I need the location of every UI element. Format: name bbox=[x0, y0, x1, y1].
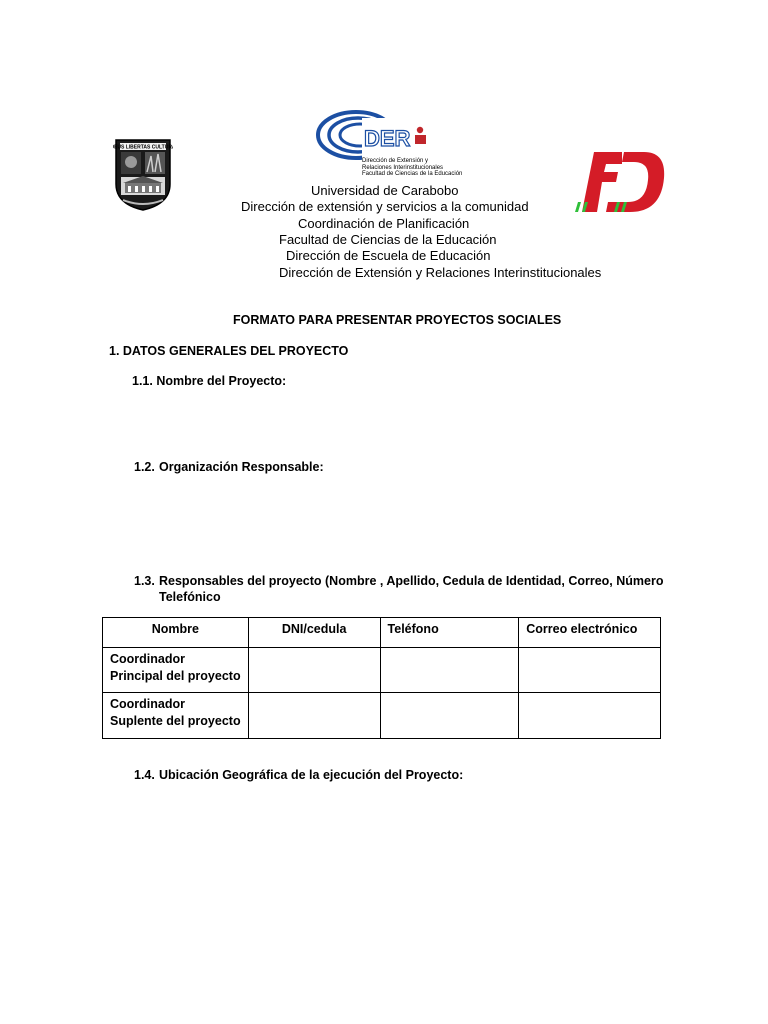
role-cell: Coordinador Principal del proyecto bbox=[103, 648, 249, 693]
column-header-nombre: Nombre bbox=[103, 618, 249, 648]
coat-of-arms-motto: DEUS LIBERTAS CULTURA bbox=[113, 144, 173, 151]
item-responsible-org-label: Organización Responsable: bbox=[159, 460, 324, 474]
column-header-dni: DNI/cedula bbox=[248, 618, 380, 648]
header-line-extension: Dirección de extensión y servicios a la comunidad bbox=[241, 199, 529, 214]
der-caption-line-2: Relaciones Interinstitucionales bbox=[362, 164, 444, 171]
dni-cell[interactable] bbox=[248, 693, 380, 739]
der-caption-line-1: Dirección de Extensión y bbox=[362, 158, 429, 164]
table-header-row bbox=[103, 618, 661, 648]
item-project-name-label: 1.1. Nombre del Proyecto: bbox=[132, 374, 287, 388]
role-cell: Coordinador Suplente del proyecto bbox=[103, 693, 249, 739]
der-logo-caption bbox=[362, 158, 462, 178]
section-heading-general-data: 1. DATOS GENERALES DEL PROYECTO bbox=[109, 344, 349, 358]
item-geographic-location-label: Ubicación Geográfica de la ejecución del Proyecto: bbox=[159, 768, 464, 782]
document-title: FORMATO PARA PRESENTAR PROYECTOS SOCIALES bbox=[233, 313, 562, 327]
project-leads-table bbox=[102, 617, 661, 739]
item-project-leads-label-cont: Telefónico bbox=[159, 590, 221, 604]
column-header-correo: Correo electrónico bbox=[519, 618, 661, 648]
correo-cell[interactable] bbox=[519, 693, 661, 739]
fd-faculty-logo-icon bbox=[572, 150, 668, 214]
header-line-faculty: Facultad de Ciencias de la Educación bbox=[279, 232, 497, 247]
header-line-university: Universidad de Carabobo bbox=[311, 183, 459, 198]
university-coat-of-arms-icon bbox=[113, 138, 173, 212]
item-1-2-number: 1.2. bbox=[134, 460, 155, 474]
correo-cell[interactable] bbox=[519, 648, 661, 693]
table-row bbox=[103, 648, 661, 693]
header-line-relations: Dirección de Extensión y Relaciones Interinstitucionales bbox=[279, 265, 602, 280]
der-logo bbox=[316, 110, 463, 182]
header-line-school: Dirección de Escuela de Educación bbox=[286, 248, 491, 263]
der-caption-line-3: Facultad de Ciencias de la Educación bbox=[362, 171, 463, 177]
der-acronym: DER bbox=[364, 126, 411, 151]
header-line-planning: Coordinación de Planificación bbox=[298, 216, 470, 231]
telefono-cell[interactable] bbox=[380, 693, 519, 739]
column-header-telefono: Teléfono bbox=[380, 618, 519, 648]
dni-cell[interactable] bbox=[248, 648, 380, 693]
item-project-leads-label: Responsables del proyecto (Nombre , Apellido, Cedula de Identidad, Correo, Número bbox=[159, 574, 664, 588]
item-1-3-number: 1.3. bbox=[134, 574, 155, 588]
telefono-cell[interactable] bbox=[380, 648, 519, 693]
item-1-4-number: 1.4. bbox=[134, 768, 155, 782]
table-row bbox=[103, 693, 661, 739]
